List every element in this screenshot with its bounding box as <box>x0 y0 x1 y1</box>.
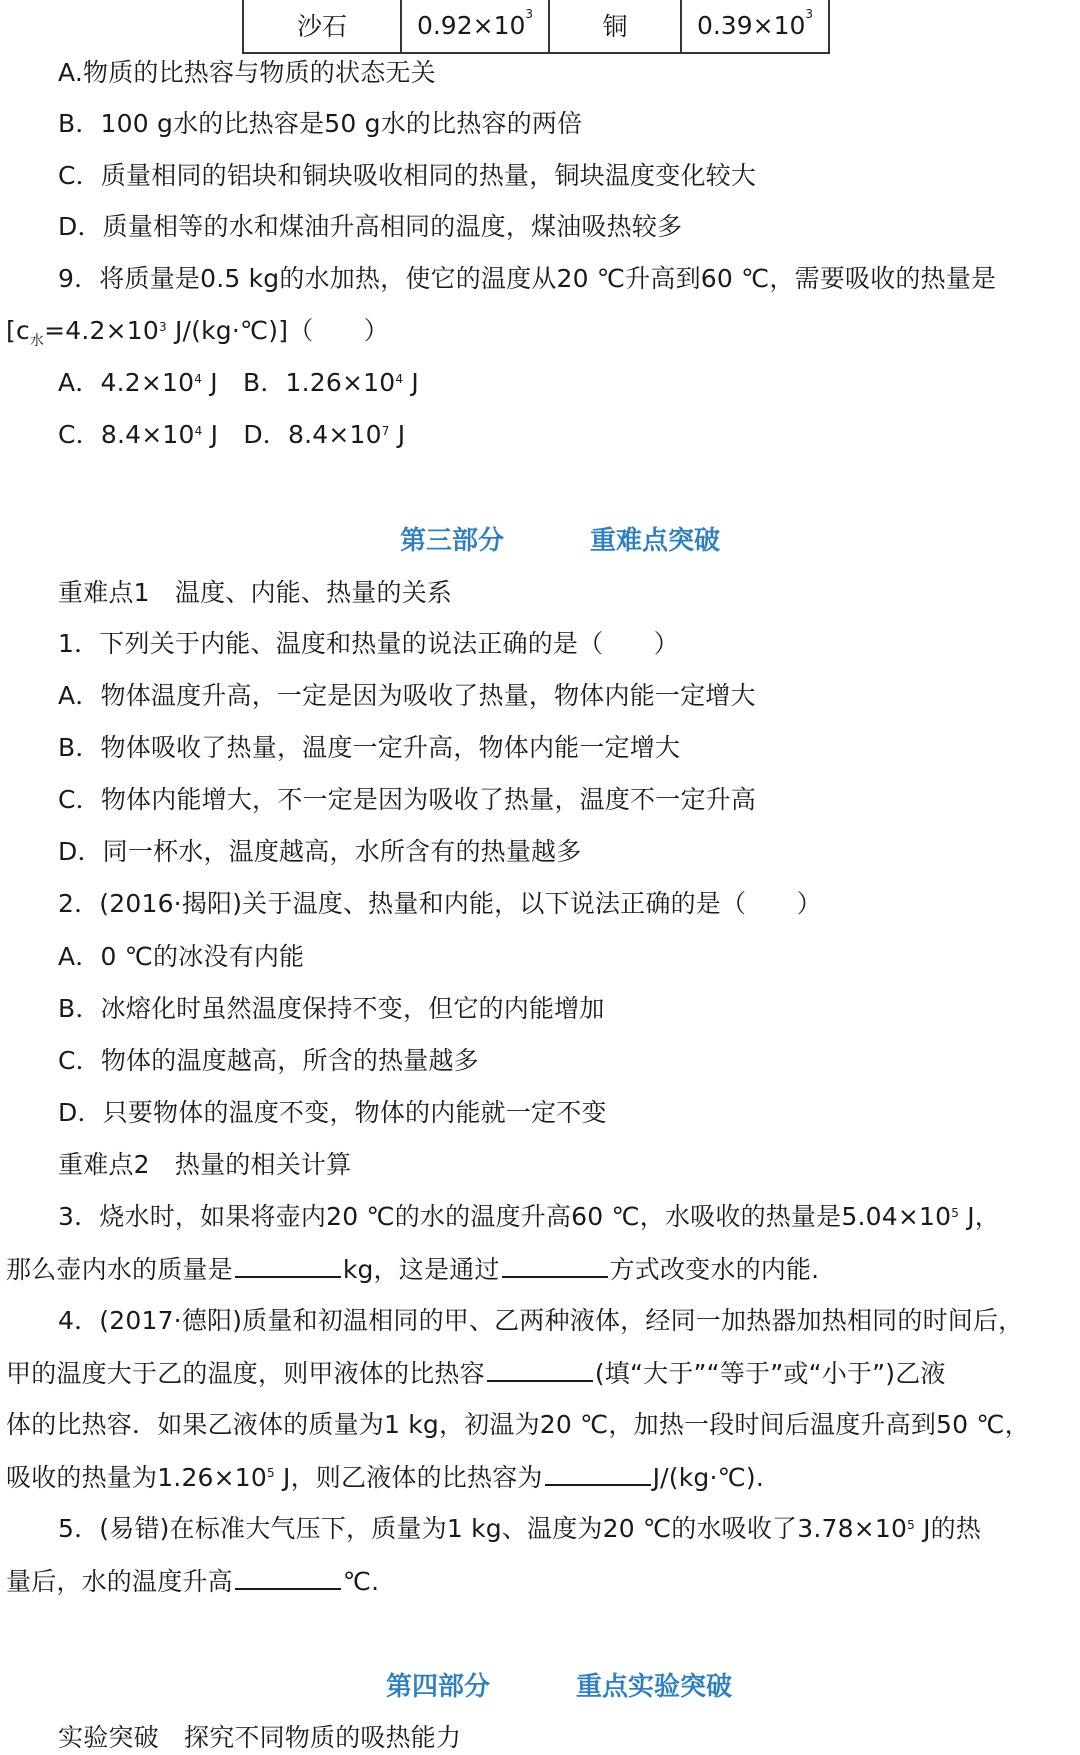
answer-blank[interactable] <box>487 1356 593 1382</box>
part3-title-left: 第三部分 <box>400 526 505 556</box>
part4-title-left: 第四部分 <box>386 1672 491 1702</box>
answer-blank[interactable] <box>545 1460 651 1486</box>
table-cell: 铜 <box>549 0 681 53</box>
q5-line1: 5．(易错)在标准大气压下，质量为1 kg、温度为20 ℃的水吸收了$3.78\times 10^5$ J的热 <box>58 1514 982 1543</box>
q2-stem: 2．(2016·揭阳)关于温度、热量和内能，以下说法正确的是（ ） <box>58 889 822 918</box>
answer-blank[interactable] <box>235 1564 341 1590</box>
part4-title-right: 重点实验突破 <box>576 1672 733 1702</box>
q3-line2: 那么壶内水的质量是 kg，这是通过 方式改变水的内能. <box>6 1252 819 1287</box>
topic2-heading: 重难点2 热量的相关计算 <box>58 1150 352 1179</box>
part3-title-right: 重难点突破 <box>590 526 721 556</box>
specific-heat-table <box>242 0 830 54</box>
q4-line1: 4．(2017·德阳)质量和初温相同的甲、乙两种液体，经同一加热器加热相同的时间后， <box>58 1306 1024 1335</box>
q2-option-d: D．只要物体的温度不变，物体的内能就一定不变 <box>58 1098 607 1127</box>
q9-stem: 9．将质量是0.5 kg的水加热，使它的温度从20 ℃升高到60 ℃，需要吸收的热量是 <box>58 264 997 293</box>
q4-line2: 甲的温度大于乙的温度，则甲液体的比热容 (填“大于”“等于”或“小于”)乙液 <box>6 1356 946 1391</box>
q3-line1: 3．烧水时，如果将壶内20 ℃的水的温度升高60 ℃，水吸收的热量是$5.04\times 10^5$ J， <box>58 1202 1000 1231</box>
q9-options-cd: C．$8.4\times 10^4$ J D．$8.4\times 10^7$ J <box>58 420 406 449</box>
answer-blank[interactable] <box>235 1252 341 1278</box>
table-cell: 沙石 <box>243 0 401 53</box>
q5-line2: 量后，水的温度升高 ℃. <box>6 1564 379 1599</box>
table-cell: $0.39\times 10^3$ <box>681 0 829 53</box>
q2-option-c: C．物体的温度越高，所含的热量越多 <box>58 1046 479 1075</box>
q8-option-b: B．100 g水的比热容是50 g水的比热容的两倍 <box>58 109 583 138</box>
q1-option-b: B．物体吸收了热量，温度一定升高，物体内能一定增大 <box>58 733 681 762</box>
q4-line3: 体的比热容．如果乙液体的质量为1 kg，初温为20 ℃，加热一段时间后温度升高到50 ℃， <box>6 1410 1030 1439</box>
q8-option-d: D．质量相等的水和煤油升高相同的温度，煤油吸热较多 <box>58 212 683 241</box>
q1-option-c: C．物体内能增大，不一定是因为吸收了热量，温度不一定升高 <box>58 785 757 814</box>
q1-option-a: A．物体温度升高，一定是因为吸收了热量，物体内能一定增大 <box>58 681 756 710</box>
topic1-heading: 重难点1 温度、内能、热量的关系 <box>58 578 453 607</box>
q8-option-a: A.物质的比热容与物质的状态无关 <box>58 58 436 87</box>
answer-blank[interactable] <box>502 1252 608 1278</box>
topic3-heading: 实验突破 探究不同物质的吸热能力 <box>58 1723 462 1752</box>
q1-stem: 1．下列关于内能、温度和热量的说法正确的是（ ） <box>58 629 679 658</box>
q4-line4: 吸收的热量为$1.26\times 10^5$ J，则乙液体的比热容为 J/(kg·℃). <box>6 1460 764 1495</box>
table-cell: $0.92\times 10^3$ <box>401 0 549 53</box>
q8-option-c: C．质量相同的铝块和铜块吸收相同的热量，铜块温度变化较大 <box>58 161 757 190</box>
table-row <box>243 0 829 53</box>
q2-option-a: A．0 ℃的冰没有内能 <box>58 942 305 971</box>
q9-options-ab: A．$4.2\times 10^4$ J B．$1.26\times 10^4$ J <box>58 368 419 397</box>
q2-option-b: B．冰熔化时虽然温度保持不变，但它的内能增加 <box>58 994 605 1023</box>
q1-option-d: D．同一杯水，温度越高，水所含有的热量越多 <box>58 837 582 866</box>
q9-condition: [$c_水=4.2\times 10^3$ J/(kg·℃)]（ ） <box>6 316 390 349</box>
